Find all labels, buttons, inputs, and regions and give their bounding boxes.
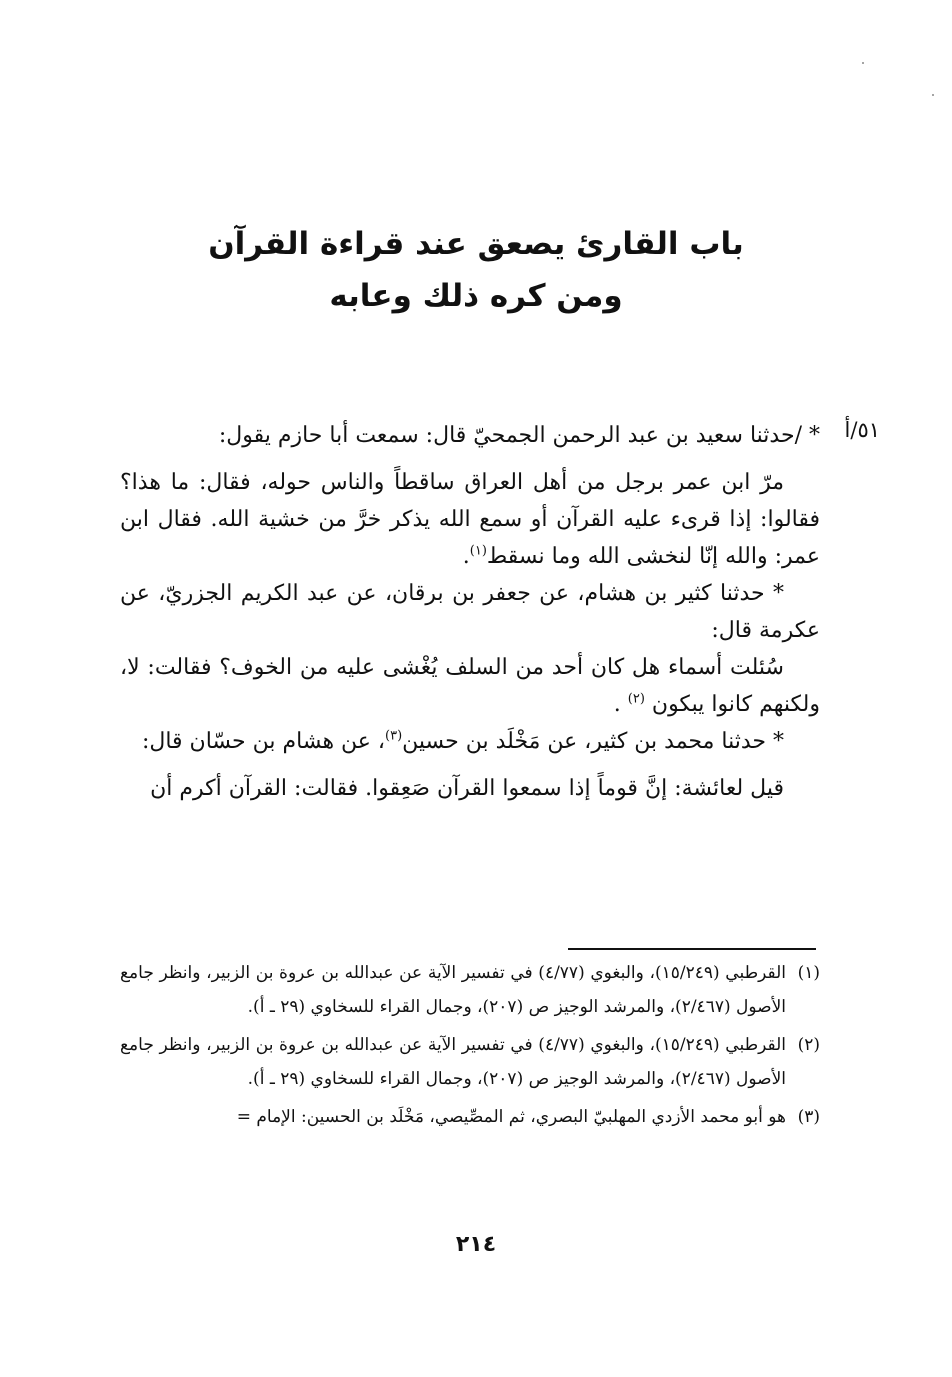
footnote-3: [120, 1100, 820, 1134]
footnote-2-number: (٢): [797, 1035, 820, 1055]
manuscript-folio-reference: ٥١/أ: [844, 418, 880, 442]
paragraph-4: [120, 649, 820, 723]
page-number: ٢١٤: [455, 1232, 497, 1257]
footnote-3-number: (٣): [797, 1107, 820, 1127]
footnotes: [120, 956, 820, 1138]
scan-speck: [862, 62, 864, 64]
paragraph-5-text-b: ، عن هشام بن حسّان قال:: [141, 729, 386, 754]
footnote-3-text: هو أبو محمد الأزدي المهلبيّ البصري، ثم المصِّيصي، مَخْلَد بن الحسين: الإمام =: [236, 1107, 786, 1127]
chapter-title-line-1: باب القارئ يصعق عند قراءة القرآن: [208, 226, 744, 262]
footnote-ref-1: (١): [469, 543, 487, 559]
main-text: [120, 417, 820, 807]
footnote-1: [120, 956, 820, 1024]
paragraph-4-end: .: [613, 692, 621, 717]
paragraph-6: قيل لعائشة: إنَّ قوماً إذا سمعوا القرآن صَعِقوا. فقالت: القرآن أكرم أن: [150, 776, 784, 801]
footnote-separator: [568, 948, 816, 950]
footnote-2: [120, 1028, 820, 1096]
footnote-ref-3: (٣): [385, 728, 403, 744]
footnote-2-text: القرطبي (١٥/٢٤٩)، والبغوي (٤/٧٧) في تفسير الآية عن عبدالله بن عروة بن الزبير، وانظر جامع الأصول (٢/٤٦٧)، والمرشد الوجيز ص (٢٠٧)، وجمال القراء للسخاوي (٢٩ ـ أ).: [120, 1035, 786, 1089]
scan-speck: [932, 94, 934, 96]
paragraph-2-end: .: [462, 544, 470, 569]
paragraph-3: * حدثنا كثير بن هشام، عن جعفر بن برقان، عن عبد الكريم الجزريّ، عن عكرمة قال:: [120, 581, 820, 643]
paragraph-5-text-a: * حدثنا محمد بن كثير، عن مَخْلَد بن حسين: [402, 729, 784, 754]
paragraph-4-text: سُئلت أسماء هل كان أحد من السلف يُغْشى عليه من الخوف؟ فقالت: لا، ولكنهم كانوا يبكون: [120, 655, 820, 717]
footnote-ref-2: (٢): [627, 691, 645, 707]
paragraph-2-text: مرّ ابن عمر برجل من أهل العراق ساقطاً والناس حوله، فقال: ما هذا؟ فقالوا: إذا قرىء عليه القرآن أو سمع الله يذكر خرَّ من خشية الله. فقال ابن عمر: والله إنّا لنخشى الله وما نسقط: [120, 470, 820, 569]
footnote-1-text: القرطبي (١٥/٢٤٩)، والبغوي (٤/٧٧) في تفسير الآية عن عبدالله بن عروة بن الزبير، وانظر جامع الأصول (٢/٤٦٧)، والمرشد الوجيز ص (٢٠٧)، وجمال القراء للسخاوي (٢٩ ـ أ).: [120, 963, 786, 1017]
paragraph-1: * /حدثنا سعيد بن عبد الرحمن الجمحيّ قال: سمعت أبا حازم يقول:: [218, 423, 820, 448]
footnote-1-number: (١): [797, 963, 820, 983]
paragraph-2: [120, 464, 820, 575]
chapter-title-line-2: ومن كره ذلك وعابه: [329, 278, 623, 314]
paragraph-5: [120, 723, 820, 760]
